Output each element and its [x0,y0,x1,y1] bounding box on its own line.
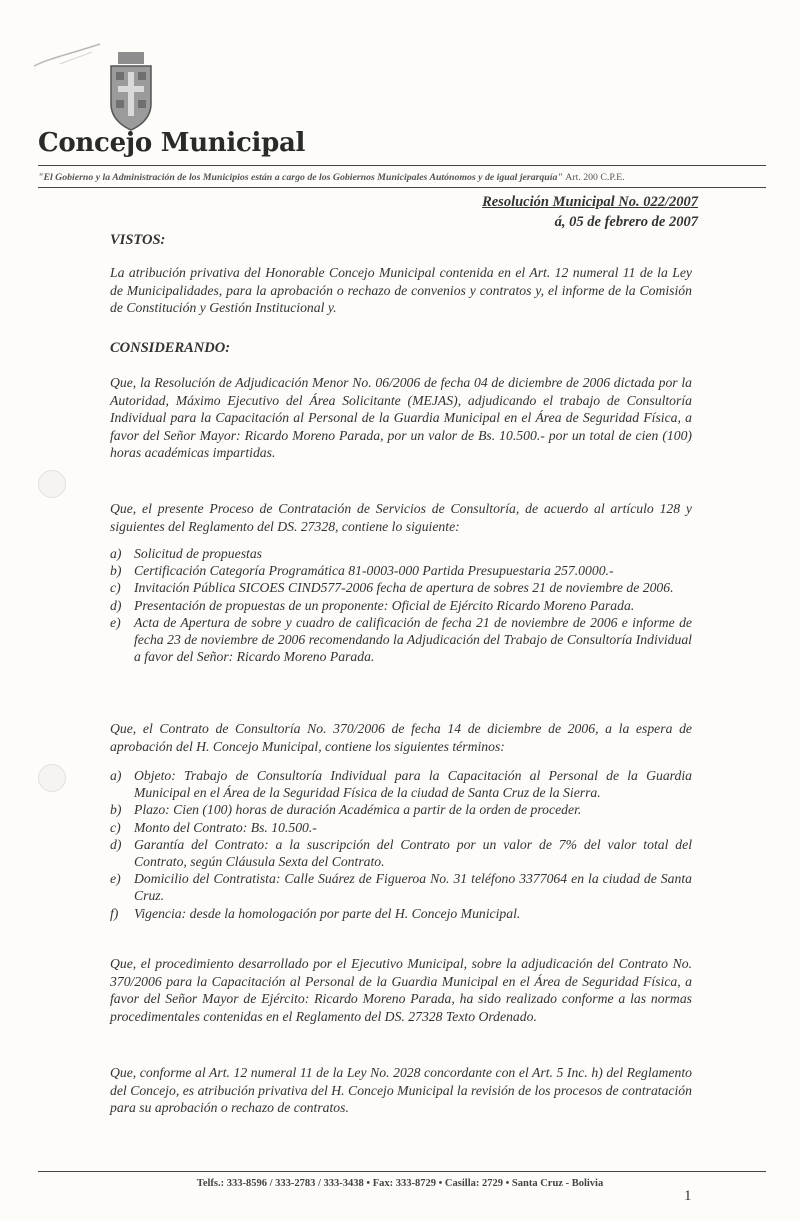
header-divider [38,165,766,166]
institution-title: Concejo Municipal [38,128,306,158]
resolution-number: Resolución Municipal No. 022/2007 [482,194,698,210]
resolution-header [482,192,698,232]
considerando-paragraph-3: Que, el Contrato de Consultoría No. 370/2006 de fecha 14 de diciembre de 2006, a la espera de aprobación del H. Concejo Municipal, contiene los siguientes términos: [110,721,692,754]
list-item: b) Certificación Categoría Programática 81-0003-000 Partida Presupuestaria 257.0000.- [110,563,614,579]
motto-text: "El Gobierno y la Administración de los Municipios están a cargo de los Gobiernos Municipales Autónomos y de igual jerarquía" [38,172,563,183]
footer-divider [38,1171,766,1172]
coat-of-arms-icon [108,52,154,132]
process-items-list [110,545,692,665]
motto-reference: Art. 200 C.P.E. [565,172,625,183]
considerando-paragraph-5: Que, conforme al Art. 12 numeral 11 de la Ley No. 2028 concordante con el Art. 5 Inc. h) del Reglamento del Concejo, es atribución privativa del H. Concejo Municipal la revisión de los procesos de contratación para su aprobación o rechazo de contratos. [110,1065,692,1116]
vistos-paragraph: La atribución privativa del Honorable Concejo Municipal contenida en el Art. 12 numeral 11 de la Ley de Municipalidades, para la aprobación o rechazo de convenios y contratos y, el informe de la Comisión de Constitución y Gestión Institucional y. [110,265,692,316]
motto-divider [38,187,766,188]
list-item: b) Plazo: Cien (100) horas de duración Académica a partir de la orden de proceder. [110,802,582,818]
punch-hole [38,470,66,498]
punch-hole [38,764,66,792]
list-item: e) Acta de Apertura de sobre y cuadro de calificación de fecha 21 de noviembre de 2006 e informe de fecha 23 de noviembre de 2006 recomendando la Adjudicación del Trabajo de Consultoría Individual a favor del Señor: Ricardo Moreno Parada. [110,614,692,665]
vistos-heading: VISTOS: [110,232,166,248]
considerando-paragraph-1: Que, la Resolución de Adjudicación Menor No. 06/2006 de fecha 04 de diciembre de 2006 dictada por la Autoridad, Máximo Ejecutivo del Área Solicitante (MEJAS), adjudicando el trabajo de Consultoría Individual para la Capacitación al Personal de la Guardia Municipal en el Área de Seguridad Física, a favor del Señor Mayor: Ricardo Moreno Parada, por un valor de Bs. 10.500.- por un total de cien (100) horas académicas impartidas. [110,375,692,461]
list-item: a) Objeto: Trabajo de Consultoría Individual para la Capacitación al Personal de la Guardia Municipal en el Área de la Seguridad Física de la ciudad de Santa Cruz de la Sierra. [110,768,692,801]
contract-terms-list [110,767,692,922]
resolution-date: á, 05 de febrero de 2007 [554,214,698,230]
page-number: 1 [684,1188,692,1204]
footer-contact-info: Telfs.: 333-8596 / 333-2783 / 333-3438 • Fax: 333-8729 • Casilla: 2729 • Santa Cruz - Bolivia [196,1178,604,1189]
list-item: c) Invitación Pública SICOES CIND577-2006 fecha de apertura de sobres 21 de noviembre de 2006. [110,580,674,596]
scan-smudge-mark [30,36,110,76]
considerando-paragraph-4: Que, el procedimiento desarrollado por el Ejecutivo Municipal, sobre la adjudicación del Contrato No. 370/2006 para la Capacitación al Personal de la Guardia Municipal en el Área de Seguridad Física, a favor del Señor Mayor de Ejército: Ricardo Moreno Parada, ha sido realizado conforme a las normas procedimentales contenidas en el Reglamento del DS. 27328 Texto Ordenado. [110,956,692,1024]
list-item: d) Garantía del Contrato: a la suscripción del Contrato por un valor de 7% del valor total del Contrato, según Cláusula Sexta del Contrato. [110,836,692,870]
list-item: e) Domicilio del Contratista: Calle Suárez de Figueroa No. 31 teléfono 3377064 en la ciudad de Santa Cruz. [110,871,692,904]
list-item: c) Monto del Contrato: Bs. 10.500.- [110,819,317,835]
institution-motto [38,172,778,183]
list-item: f) Vigencia: desde la homologación por parte del H. Concejo Municipal. [110,905,521,921]
considerando-heading: CONSIDERANDO: [110,340,231,356]
list-item: d) Presentación de propuestas de un proponente: Oficial de Ejército Ricardo Moreno Parada. [110,597,635,613]
list-item: a) Solicitud de propuestas [110,546,262,561]
considerando-paragraph-2: Que, el presente Proceso de Contratación de Servicios de Consultoría, de acuerdo al artículo 128 y siguientes del Reglamento del DS. 27328, contiene lo siguiente: [110,501,692,534]
